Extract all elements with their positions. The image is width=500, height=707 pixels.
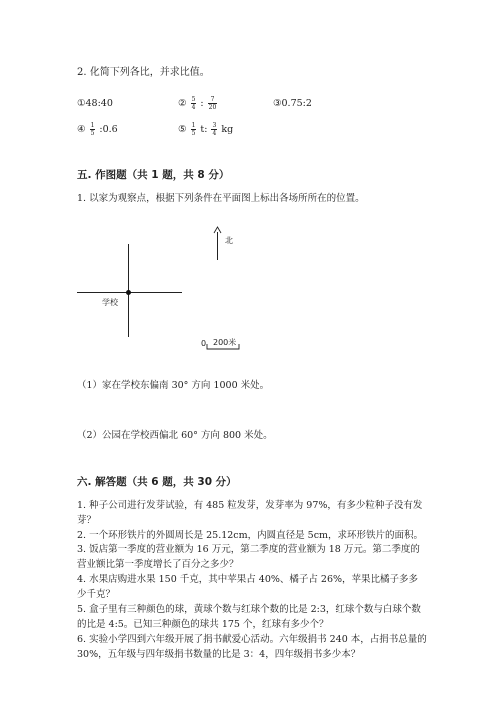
fraction [191, 96, 197, 111]
section-6-question-4: 4. 水果店购进水果 150 千克，其中苹果占 40%、橘子占 26%，苹果比橘子多多少千克？ [77, 574, 419, 600]
fraction-denominator: 4 [212, 130, 217, 137]
scale-zero-label: 0 [201, 339, 207, 348]
section-5-question-1: 1. 以家为观察点，根据下列条件在平面图上标出各场所所在的位置。 [77, 193, 365, 204]
fraction-numerator: 1 [90, 122, 95, 129]
fraction-numerator: 3 [212, 122, 217, 129]
fraction [208, 96, 218, 111]
section-5-subquestion-1: （1）家在学校东偏南 30° 方向 1000 米处。 [77, 380, 270, 391]
ratio-item-2 [178, 96, 218, 111]
ratio-item-5-suffix: kg [221, 124, 234, 135]
scale-distance-label: 200米 [213, 338, 237, 347]
ratio-item-4-prefix: ④ [77, 124, 86, 135]
fraction [191, 122, 197, 137]
north-arrow-line [217, 232, 218, 260]
fraction-denominator: 5 [90, 130, 95, 137]
section-6-question-1: 1. 种子公司进行发芽试验，有 485 粒发芽，发芽率为 97%，有多少粒种子没有发芽？ [77, 500, 423, 526]
section-6-question-6: 6. 实验小学四到六年级开展了捐书献爱心活动。六年级捐书 240 本，占捐书总量的 30%，五年级与四年级捐书数量的比是 3：4，四年级捐书多少本？ [77, 634, 427, 660]
section-6-question-2: 2. 一个环形铁片的外圆周长是 25.12cm，内圆直径是 5cm，求环形铁片的面积。 [77, 530, 424, 541]
section-6-question-3: 3. 饭店第一季度的营业额为 16 万元，第二季度的营业额为 18 万元。第二季度的营业额比第一季度增长了百分之多少？ [77, 544, 420, 570]
fraction [211, 122, 217, 137]
north-arrow-icon [213, 226, 222, 234]
school-point [126, 290, 131, 295]
section-6-title: 六. 解答题（共 6 题，共 30 分） [77, 476, 237, 488]
fraction-numerator: 7 [208, 96, 218, 104]
school-label: 学校 [102, 298, 118, 307]
ratio-item-1: ①48:40 [77, 98, 113, 109]
scale-bar [206, 344, 240, 350]
ratio-item-2-prefix: ② [178, 98, 187, 109]
section-6-question-5: 5. 盒子里有三种颜色的球，黄球个数与红球个数的比是 2:3，红球个数与白球个数的比是 4:5。已知三种颜色的球共 175 个，红球有多少个？ [77, 604, 421, 630]
fraction [90, 122, 96, 137]
north-label: 北 [225, 236, 233, 245]
ratio-item-5-mid: t: [200, 124, 208, 135]
ratio-item-4 [77, 122, 118, 137]
fraction-numerator: 1 [191, 122, 196, 129]
fraction-denominator: 20 [208, 104, 217, 111]
section-5-subquestion-2: （2）公园在学校西偏北 60° 方向 800 米处。 [77, 430, 273, 441]
question-2-title: 2. 化简下列各比，并求比值。 [77, 67, 210, 78]
ratio-item-5 [178, 122, 233, 137]
section-5-title: 五. 作图题（共 1 题，共 8 分） [77, 169, 230, 181]
ratio-item-5-prefix: ⑤ [178, 124, 187, 135]
fraction-numerator: 5 [191, 96, 196, 103]
ratio-separator: : [200, 98, 204, 109]
ratio-item-4-suffix: :0.6 [99, 124, 118, 135]
ratio-item-3: ③0.75:2 [273, 98, 312, 109]
fraction-denominator: 4 [191, 104, 196, 111]
fraction-denominator: 5 [191, 130, 196, 137]
